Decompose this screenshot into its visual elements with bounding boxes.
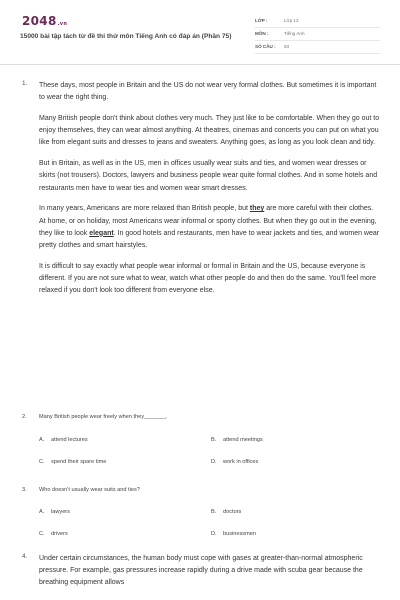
option-text: doctors — [223, 509, 242, 515]
option-text: attend lectures — [51, 437, 88, 443]
document-title: 15000 bài tập tách từ đề thi thử môn Tiếng Anh có đáp án (Phần 75) — [20, 33, 232, 40]
passage-text: . In good hotels and restaurants, men have to wear jackets and ties, and women wear pretty clothes and smart hairstyles. — [39, 229, 380, 250]
meta-row-subject — [255, 28, 380, 41]
passage-paragraph: It is difficult to say exactly what people wear informal or formal in Britain and the US, because everyone is different. If you are not sure what to wear, watch what other people do and then do the same. You'll feel more relaxed if you don't look too different from everyone else. — [39, 262, 377, 295]
meta-key-class: LỚP : — [255, 18, 268, 23]
meta-value-count: 83 — [284, 44, 290, 49]
highlighted-word-elegant: elegant — [89, 229, 114, 237]
question-number: 2. — [22, 414, 27, 420]
passage-paragraph: These days, most people in Britain and the US do not wear very formal clothes. But sometimes it is important to wear the right thing. — [39, 82, 377, 102]
option-letter: B. — [211, 509, 217, 515]
question-text: Many British people wear freely when they_______. — [39, 414, 168, 420]
option-text: businessmen — [223, 531, 256, 537]
option-text: drivers — [51, 531, 68, 537]
question-text: Under certain circumstances, the human body must cope with gases at greater-than-normal atmospheric pressure. For example, gas pressures increase rapidly during a drive made with scuba gear because the breathing equipment allows — [39, 555, 363, 587]
option-letter: C. — [39, 531, 45, 537]
meta-key-count: SỐ CÂU : — [255, 44, 276, 49]
reading-passage — [39, 80, 380, 306]
meta-row-class — [255, 15, 380, 28]
option-text: spend their spare time — [51, 459, 107, 465]
meta-row-count — [255, 41, 380, 54]
option-letter: D. — [211, 531, 217, 537]
option-letter: A. — [39, 509, 45, 515]
passage-text: are more careful with their clothes. At home, or on holiday, most Americans wear informal or sporty clothes. But when they go out in the evening, they like to look — [39, 205, 377, 237]
logo-text: 2048 — [22, 14, 57, 28]
site-logo[interactable] — [22, 14, 67, 28]
header-divider — [0, 64, 400, 65]
passage-paragraph — [39, 203, 380, 252]
option-letter: A. — [39, 437, 45, 443]
document-meta — [255, 15, 380, 54]
question-text: Who doesn't usually wear suits and ties? — [39, 487, 140, 493]
option-letter: C. — [39, 459, 45, 465]
option-letter: D. — [211, 459, 217, 465]
question-number: 3. — [22, 487, 27, 493]
question-number: 4. — [22, 553, 28, 560]
option-letter: B. — [211, 437, 217, 443]
highlighted-word-they: they — [249, 205, 265, 213]
option-text: attend meetings — [223, 437, 263, 443]
logo-domain: .vn — [57, 21, 68, 27]
meta-value-subject: Tiếng Anh — [284, 31, 305, 36]
passage-paragraph: But in Britain, as well as in the US, men in offices usually wear suits and ties, and women wear dresses or skirts (not trousers). Doctors, lawyers and business people wear quite formal clothes. And in some hotels and restaurants men have to wear ties and women wear smart dresses. — [39, 160, 378, 192]
meta-value-class: Lớp 12 — [284, 18, 299, 23]
meta-key-subject: MÔN : — [255, 31, 269, 36]
option-text: lawyers — [51, 509, 70, 515]
passage-text: In many years, Americans are more relaxed than British people, but — [39, 205, 250, 213]
document-header — [0, 0, 400, 64]
passage-paragraph: Many British people don't think about clothes very much. They just like to be comfortable. When they go out to enjoy themselves, they can wear almost anything. At theatres, cinemas and concerts you can put on what you like from elegant suits and dresses to jeans and sweaters. Anything goes, as long as you look clean and tidy. — [39, 115, 380, 147]
question-number: 1. — [22, 80, 28, 87]
option-text: work in offices — [223, 459, 259, 465]
